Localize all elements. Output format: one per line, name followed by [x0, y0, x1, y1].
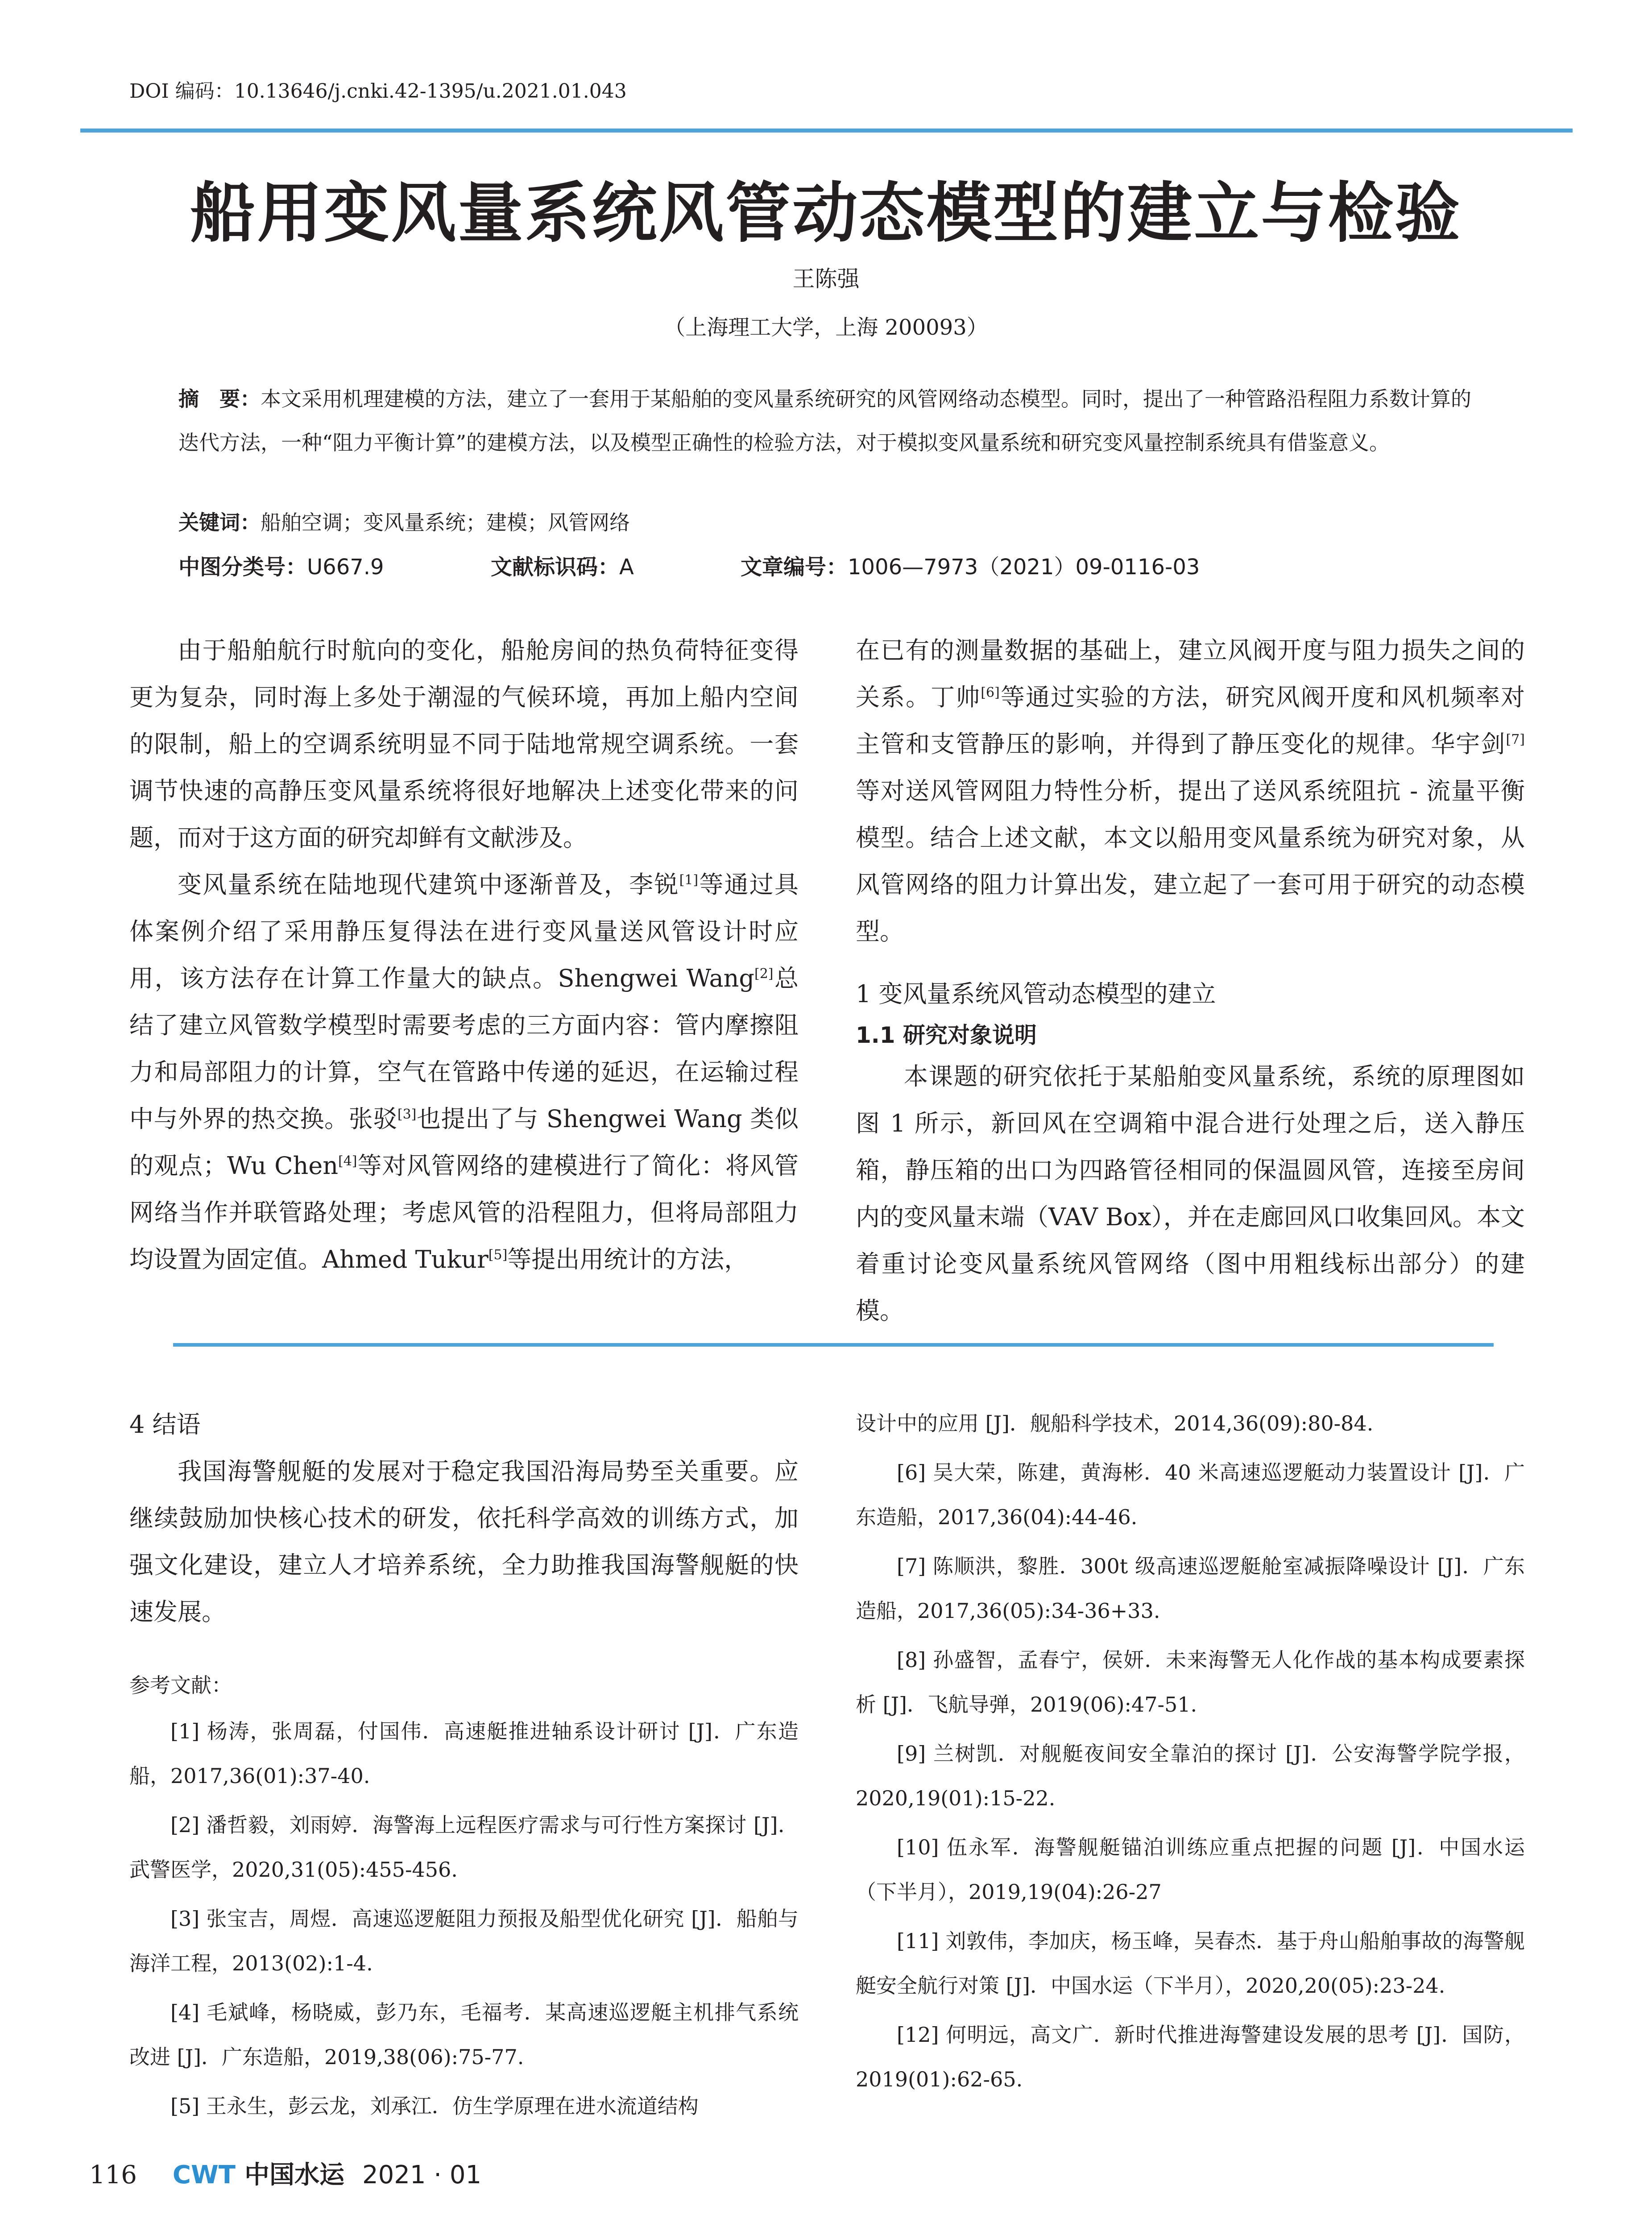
clc-value: U667.9 — [307, 555, 384, 580]
keywords-label: 关键词： — [178, 510, 261, 535]
paragraph: 变风量系统在陆地现代建筑中逐渐普及，李锐[1]等通过具体案例介绍了采用静压复得法在进行变风量送风管设计时应用，该方法存在计算工作量大的缺点。Shengwei Wang[2]总结了建立风管数学模型时需要考虑的三方面内容：管内摩擦阻力和局部阻力的计算，空气在管路中传递的延迟，在运输过程中与外界的热交换。张驳[3]也提出了与 Shengwei Wang 类似的观点；Wu Chen[4]等对风管网络的建模进行了简化：将风管网络当作并联管路处理；考虑风管的沿程阻力，但将局部阻力均设置为固定值。Ahmed Tukur[5]等提出用统计的方法， — [129, 871, 799, 1273]
article-no-value: 1006—7973（2021）09-0116-03 — [848, 555, 1200, 580]
affiliation: （上海理工大学，上海 200093） — [664, 315, 988, 340]
article-no-label: 文章编号： — [741, 555, 848, 580]
article-title: 船用变风量系统风管动态模型的建立与检验 — [190, 175, 1462, 251]
header-rule — [80, 129, 1573, 133]
keywords — [178, 506, 630, 536]
citation: [3] — [397, 1107, 417, 1122]
reference-item: [11] 刘敦伟，李加庆，杨玉峰，吴春杰．基于舟山船舶事故的海警舰艇安全航行对策 [J]．中国水运（下半月），2020,20(05):23-24. — [856, 1929, 1525, 1998]
classification-line — [178, 550, 1200, 581]
citation: [7] — [1506, 732, 1525, 747]
reference-item: [4] 毛斌峰，杨晓威，彭乃东，毛福考．某高速巡逻艇主机排气系统改进 [J]．广东造船，2019,38(06):75-77. — [129, 2000, 799, 2069]
reference-item: [2] 潘哲毅，刘雨婷．海警海上远程医疗需求与可行性方案探讨 [J]．武警医学，2020,31(05):455-456. — [129, 1813, 799, 1882]
reference-item: [8] 孙盛智，孟春宁，侯妍．未来海警无人化作战的基本构成要素探析 [J]．飞航导弹，2019(06):47-51. — [856, 1648, 1525, 1717]
references-title: 参考文献： — [129, 1673, 232, 1697]
issue: 2021 · 01 — [362, 2161, 482, 2190]
subsection-heading: 1.1 研究对象说明 — [856, 1022, 1037, 1048]
paragraph: 由于船舶航行时航向的变化，船舱房间的热负荷特征变得更为复杂，同时海上多处于潮湿的气候环境，再加上船内空间的限制，船上的空调系统明显不同于陆地常规空调系统。一套调节快速的高静压变风量系统将很好地解决上述变化带来的问题，而对于这方面的研究却鲜有文献涉及。 — [129, 636, 799, 852]
section-rule — [173, 1343, 1494, 1347]
citation: [1] — [679, 872, 699, 888]
citation: [5] — [488, 1247, 508, 1263]
doi-line: DOI 编码：10.13646/j.cnki.42-1395/u.2021.01.043 — [129, 80, 627, 103]
journal-name: 中国水运 — [244, 2160, 344, 2190]
citation: [6] — [981, 685, 1000, 701]
citation: [4] — [338, 1153, 357, 1169]
reference-item: [12] 何明远，高文广．新时代推进海警建设发展的思考 [J]．国防，2019(01):62-65. — [856, 2023, 1525, 2091]
page-number: 116 — [89, 2161, 137, 2190]
reference-list-right — [856, 1401, 1525, 2106]
paragraph: 在已有的测量数据的基础上，建立风阀开度与阻力损失之间的关系。丁帅[6]等通过实验的方法，研究风阀开度和风机频率对主管和支管静压的影响，并得到了静压变化的规律。华宇剑[7]等对送风管网阻力特性分析，提出了送风系统阻抗 - 流量平衡模型。结合上述文献，本文以船用变风量系统为研究对象，从风管网络的阻力计算出发，建立起了一套可用于研究的动态模型。 — [856, 636, 1525, 945]
conclusion-text: 我国海警舰艇的发展对于稳定我国沿海局势至关重要。应继续鼓励加快核心技术的研发，依托科学高效的训练方式，加强文化建设，建立人才培养系统，全力助推我国海警舰艇的快速发展。 — [129, 1457, 799, 1626]
reference-item: [1] 杨涛，张周磊，付国伟．高速艇推进轴系设计研讨 [J]．广东造船，2017,36(01):37-40. — [129, 1719, 799, 1788]
citation: [2] — [754, 966, 774, 982]
conclusion-heading: 4 结语 — [129, 1410, 201, 1439]
abstract-label: 摘 要： — [178, 387, 261, 411]
reference-item: [7] 陈顺洪，黎胜．300t 级高速巡逻艇舱室减振降噪设计 [J]．广东造船，2017,36(05):34-36+33. — [856, 1554, 1525, 1623]
reference-item: [6] 吴大荣，陈建，黄海彬．40 米高速巡逻艇动力装置设计 [J]．广东造船，2017,36(04):44-46. — [856, 1460, 1525, 1529]
conclusion-column — [129, 1401, 799, 2133]
abstract-text: 本文采用机理建模的方法，建立了一套用于某船舶的变风量系统研究的风管网络动态模型。同时，提出了一种管路沿程阻力系数计算的迭代方法，一种“阻力平衡计算”的建模方法，以及模型正确性的检验方法，对于模拟变风量系统和研究变风量控制系统具有借鉴意义。 — [178, 387, 1471, 455]
body-right-column — [856, 627, 1525, 1334]
doc-code-value: A — [619, 555, 634, 580]
reference-item: [5] 王永生，彭云龙，刘承江．仿生学原理在进水流道结构 — [170, 2094, 699, 2118]
reference-item: 设计中的应用 [J]．舰船科学技术，2014,36(09):80-84. — [856, 1411, 1374, 1435]
reference-item: [10] 伍永军．海警舰艇锚泊训练应重点把握的问题 [J]．中国水运（下半月），2019,19(04):26-27 — [856, 1835, 1525, 1904]
page-footer — [89, 2155, 481, 2191]
section-heading: 1 变风量系统风管动态模型的建立 — [856, 980, 1216, 1008]
paragraph: 本课题的研究依托于某船舶变风量系统，系统的原理图如图 1 所示，新回风在空调箱中混合进行处理之后，送入静压箱，静压箱的出口为四路管径相同的保温圆风管，连接至房间内的变风量末端（VAV Box），并在走廊回风口收集回风。本文着重讨论变风量系统风管网络（图中用粗线标出部分）的建模。 — [856, 1062, 1525, 1325]
abstract — [178, 377, 1477, 464]
keywords-text: 船舶空调；变风量系统；建模；风管网络 — [261, 510, 630, 535]
reference-item: [9] 兰树凯．对舰艇夜间安全靠泊的探讨 [J]．公安海警学院学报，2020,19(01):15-22. — [856, 1742, 1525, 1810]
reference-list-left — [129, 1709, 799, 2128]
doc-code-label: 文献标识码： — [491, 555, 620, 580]
body-left-column — [129, 627, 799, 1283]
author: 王陈强 — [792, 266, 860, 292]
journal-abbr: CWT — [172, 2161, 236, 2190]
reference-item: [3] 张宝吉，周煜．高速巡逻艇阻力预报及船型优化研究 [J]．船舶与海洋工程，2013(02):1-4. — [129, 1907, 799, 1975]
clc-label: 中图分类号： — [178, 555, 307, 580]
